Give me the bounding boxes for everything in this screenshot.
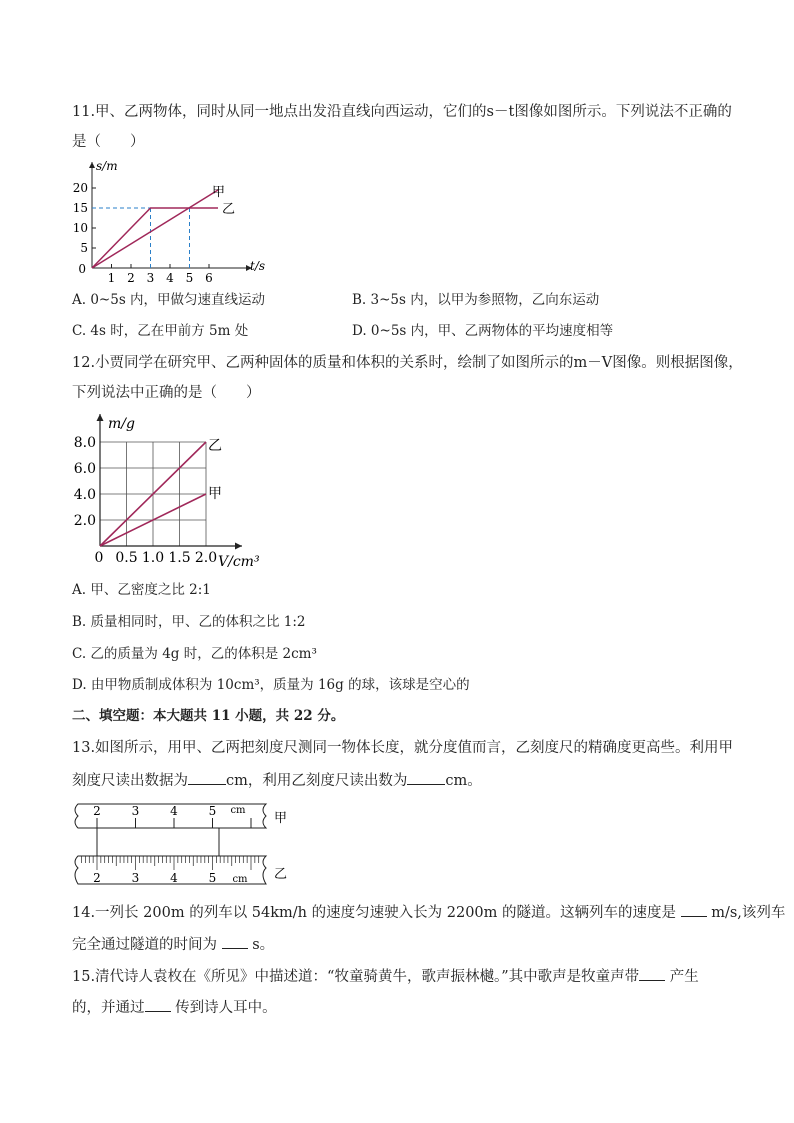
q12-xtick-1.0: 1.0 (141, 550, 165, 566)
q11-option-c[interactable]: C. 4s 时，乙在甲前方 5m 处 (72, 323, 249, 339)
q11-ytick-10: 10 (72, 221, 88, 235)
q11-xtick-6: 6 (205, 271, 213, 284)
q11-xtick-5: 5 (185, 271, 194, 284)
q11-label-yi: 乙 (222, 202, 236, 217)
ruler-jia-unit: cm (230, 805, 246, 816)
q11-ytick-5: 5 (80, 241, 88, 255)
ruler-yi-unit: cm (232, 874, 248, 885)
q12-ytick-6: 6.0 (73, 461, 96, 477)
q12-xlabel: V/cm³ (218, 554, 260, 570)
q11-line-jia (92, 190, 218, 268)
q14-line2 (72, 934, 274, 955)
q13-line1: 13.如图所示，用甲、乙两把刻度尺测同一物体长度，就分度值而言，乙刻度尺的精确度更高些。利用甲 (72, 740, 734, 756)
q15-text-b: 产生 (669, 969, 699, 985)
q11-origin: 0 (78, 262, 86, 276)
q11-option-b[interactable]: B. 3~5s 内，以甲为参照物，乙向东运动 (352, 292, 600, 308)
ruler-jia-tick-2: 2 (93, 804, 101, 818)
ruler-jia-tick-4: 4 (170, 804, 178, 818)
q11-xtick-2: 2 (127, 271, 135, 284)
q13-blank-2[interactable] (407, 770, 445, 785)
q11-stem-line1: 11.甲、乙两物体，同时从同一地点出发沿直线向西运动，它们的s－t图像如图所示。下列说法不正确的 (72, 104, 732, 120)
q11-xtick-3: 3 (146, 271, 155, 284)
q12-label-jia: 甲 (208, 486, 222, 502)
q14-line1 (72, 902, 785, 923)
q12-ytick-8: 8.0 (73, 435, 96, 451)
q12-option-b[interactable]: B. 质量相同时，甲、乙的体积之比 1:2 (72, 614, 306, 630)
section-heading: 二、填空题：本大题共 11 小题，共 22 分。 (72, 708, 345, 724)
q15-text-c: 的，并通过 (72, 1000, 145, 1016)
q12-xtick-0.5: 0.5 (115, 550, 138, 566)
q14-text-d: s。 (252, 937, 275, 953)
q11-stem-line2: 是（ ） (72, 134, 145, 150)
ruler-yi-tick-2: 2 (93, 871, 101, 885)
ruler-yi-label: 乙 (274, 867, 288, 882)
ruler-yi-tick-4: 4 (170, 871, 178, 885)
q14-blank-1[interactable] (681, 902, 707, 917)
q12-option-d[interactable]: D. 由甲物质制成体积为 10cm³，质量为 16g 的球，该球是空心的 (72, 677, 470, 693)
q13-text-a: 刻度尺读出数据为 (72, 773, 188, 789)
q13-ruler-figure (70, 800, 300, 890)
q12-xtick-1.5: 1.5 (168, 550, 191, 566)
q15-blank-1[interactable] (639, 966, 665, 981)
q12-ylabel: m/g (108, 416, 135, 432)
q15-blank-2[interactable] (145, 997, 171, 1012)
ruler-jia-label: 甲 (274, 811, 288, 826)
q11-label-jia: 甲 (212, 185, 226, 200)
q12-stem-line2: 下列说法中正确的是（ ） (72, 385, 261, 401)
q11-xtick-4: 4 (166, 271, 174, 284)
q12-option-a[interactable]: A. 甲、乙密度之比 2:1 (72, 582, 211, 598)
q12-label-yi: 乙 (208, 438, 222, 454)
q15-text-d: 传到诗人耳中。 (175, 1000, 277, 1016)
q13-line2 (72, 770, 482, 791)
ruler-jia-tick-5: 5 (208, 804, 217, 818)
q15-line1 (72, 966, 699, 987)
q15-text-a: 15.清代诗人袁枚在《所见》中描述道：“牧童骑黄牛，歌声振林樾。”其中歌声是牧童声带 (72, 969, 640, 985)
q14-text-b: m/s,该列车 (711, 905, 786, 921)
q11-ytick-15: 15 (72, 201, 88, 215)
q12-ytick-2: 2.0 (73, 513, 96, 529)
q11-st-graph (72, 156, 272, 284)
q13-text-b: cm，利用乙刻度尺读出数为 (226, 773, 408, 789)
ruler-yi-tick-3: 3 (131, 871, 140, 885)
q15-line2 (72, 997, 277, 1018)
q12-origin: 0 (94, 550, 104, 566)
q11-option-d[interactable]: D. 0~5s 内，甲、乙两物体的平均速度相等 (352, 323, 614, 339)
q11-ytick-20: 20 (72, 181, 88, 195)
q13-text-c: cm。 (445, 773, 482, 789)
q12-xtick-2.0: 2.0 (194, 550, 218, 566)
ruler-jia-tick-3: 3 (131, 804, 140, 818)
q11-line-yi (92, 208, 218, 268)
q11-ylabel: s/m (96, 159, 118, 173)
ruler-yi-tick-5: 5 (208, 871, 217, 885)
q12-option-c[interactable]: C. 乙的质量为 4g 时，乙的体积是 2cm³ (72, 646, 317, 662)
q11-xlabel: t/s (250, 259, 266, 273)
q11-option-a[interactable]: A. 0~5s 内，甲做匀速直线运动 (72, 292, 266, 308)
q11-xtick-1: 1 (107, 271, 116, 284)
q12-ytick-4: 4.0 (73, 487, 96, 503)
q14-text-a: 14.一列长 200m 的列车以 54km/h 的速度匀速驶入长为 2200m 的隧道。这辆列车的速度是 (72, 905, 676, 921)
q14-text-c: 完全通过隧道的时间为 (72, 937, 217, 953)
q12-mv-graph (72, 410, 272, 570)
q13-blank-1[interactable] (188, 770, 226, 785)
q12-stem-line1: 12.小贾同学在研究甲、乙两种固体的质量和体积的关系时，绘制了如图所示的m－V图像。则根据图像， (72, 355, 743, 371)
q14-blank-2[interactable] (222, 934, 248, 949)
